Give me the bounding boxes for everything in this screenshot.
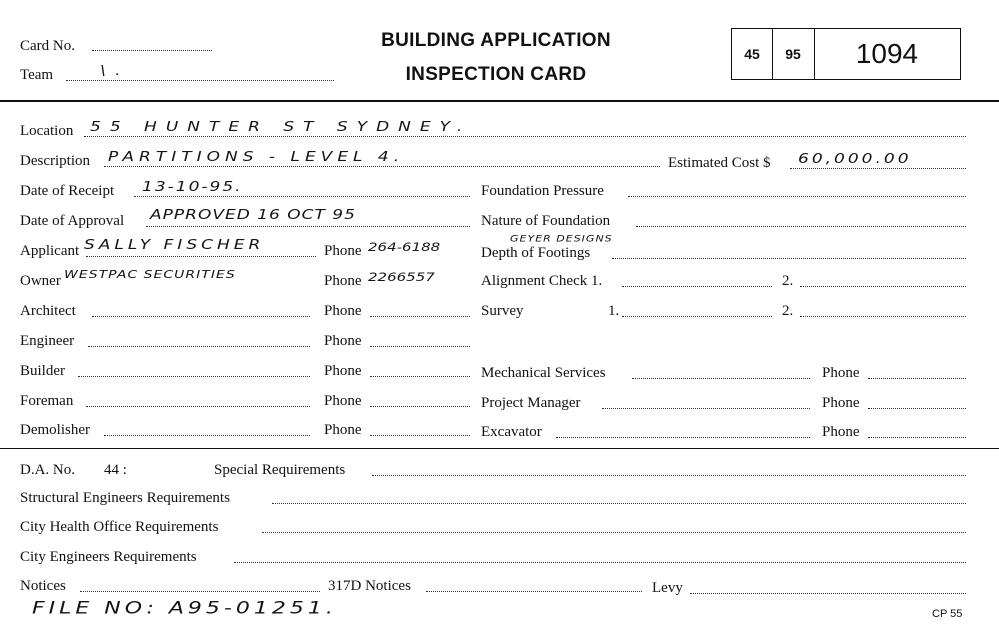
foreman-phone-label: Phone <box>324 393 362 409</box>
team-line <box>66 80 334 81</box>
team-value: \ . <box>100 63 123 79</box>
team-label: Team <box>20 67 54 83</box>
project-manager-line <box>602 408 810 409</box>
builder-phone-label: Phone <box>324 363 362 379</box>
foundation-pressure-line <box>628 196 966 197</box>
depth-footings-line <box>612 258 966 259</box>
notices-label: Notices <box>20 578 66 594</box>
engineer-phone-label: Phone <box>324 333 362 349</box>
demolisher-phone-label: Phone <box>324 422 362 438</box>
notices-line <box>80 591 320 592</box>
description-value: PARTITIONS - LEVEL 4. <box>108 149 405 165</box>
foreman-label: Foreman <box>20 393 74 409</box>
location-label: Location <box>20 123 74 139</box>
survey-line-1 <box>622 316 772 317</box>
project-manager-label: Project Manager <box>481 395 581 411</box>
special-requirements-label: Special Requirements <box>214 462 346 478</box>
special-requirements-line <box>372 475 966 476</box>
date-receipt-line <box>134 196 470 197</box>
notices-317d-line <box>426 591 642 592</box>
applicant-phone-value: 264-6188 <box>368 239 441 254</box>
structural-label: Structural Engineers Requirements <box>20 490 230 506</box>
project-manager-phone-line <box>868 408 966 409</box>
alignment-label: Alignment Check 1. <box>481 273 603 289</box>
section-rule <box>0 448 999 449</box>
location-line <box>84 136 966 137</box>
depth-footings-label: Depth of Footings <box>481 245 591 261</box>
date-approval-line <box>146 226 470 227</box>
architect-phone-label: Phone <box>324 303 362 319</box>
structural-line <box>272 503 966 504</box>
architect-phone-line <box>370 316 470 317</box>
applicant-value: SALLY FISCHER <box>84 237 265 253</box>
da-label: D.A. No. <box>20 462 75 478</box>
excavator-phone-label: Phone <box>822 424 860 440</box>
owner-value: WESTPAC SECURITIES <box>64 268 236 282</box>
alignment-line-2 <box>800 286 966 287</box>
description-label: Description <box>20 153 90 169</box>
notices-317d-label: 317D Notices <box>328 578 411 594</box>
foundation-pressure-label: Foundation Pressure <box>481 183 604 199</box>
mechanical-line <box>632 378 810 379</box>
health-line <box>262 532 966 533</box>
box-b: 95 <box>785 46 801 62</box>
engineer-phone-line <box>370 346 470 347</box>
estimated-cost-line <box>790 168 966 169</box>
date-receipt-label: Date of Receipt <box>20 183 115 199</box>
architect-line <box>92 316 310 317</box>
box-a: 45 <box>744 46 760 62</box>
date-approval-value: APPROVED 16 OCT 95 <box>150 207 356 223</box>
demolisher-phone-line <box>370 435 470 436</box>
builder-phone-line <box>370 376 470 377</box>
city-engineers-label: City Engineers Requirements <box>20 549 197 565</box>
builder-label: Builder <box>20 363 65 379</box>
foreman-phone-line <box>370 406 470 407</box>
card-number: 1094 <box>855 38 919 69</box>
title-line-2: INSPECTION CARD <box>405 64 587 85</box>
levy-line <box>690 593 966 594</box>
date-receipt-value: 13-10-95. <box>142 179 243 195</box>
form-code: CP 55 <box>932 608 963 620</box>
excavator-line <box>556 437 810 438</box>
excavator-phone-line <box>868 437 966 438</box>
alignment-line-1 <box>622 286 772 287</box>
engineer-label: Engineer <box>20 333 75 349</box>
header-rule <box>0 100 999 102</box>
survey-1-label: 1. <box>608 303 620 319</box>
title-line-1: BUILDING APPLICATION <box>381 30 611 51</box>
applicant-note: GEYER DESIGNS <box>510 233 613 244</box>
architect-label: Architect <box>20 303 76 319</box>
builder-line <box>78 376 310 377</box>
survey-label: Survey <box>481 303 524 319</box>
health-label: City Health Office Requirements <box>20 519 219 535</box>
foreman-line <box>86 406 310 407</box>
owner-phone-label: Phone <box>324 273 362 289</box>
date-approval-label: Date of Approval <box>20 213 125 229</box>
alignment-2-label: 2. <box>782 273 794 289</box>
description-line <box>104 166 660 167</box>
mechanical-phone-line <box>868 378 966 379</box>
city-engineers-line <box>234 562 966 563</box>
mechanical-phone-label: Phone <box>822 365 860 381</box>
mechanical-label: Mechanical Services <box>481 365 606 381</box>
survey-2-label: 2. <box>782 303 794 319</box>
estimated-cost-value: 60,000.00 <box>798 151 912 167</box>
owner-label: Owner <box>20 273 61 289</box>
applicant-line <box>86 256 316 257</box>
demolisher-line <box>104 435 310 436</box>
nature-foundation-line <box>636 226 966 227</box>
location-value: 55 HUNTER ST SYDNEY. <box>90 119 472 135</box>
card-number-box <box>731 28 961 80</box>
da-value: 44 : <box>104 462 127 478</box>
card-no-label: Card No. <box>20 38 75 54</box>
engineer-line <box>88 346 310 347</box>
nature-foundation-label: Nature of Foundation <box>481 213 611 229</box>
levy-label: Levy <box>652 580 683 596</box>
survey-line-2 <box>800 316 966 317</box>
owner-phone-value: 2266557 <box>368 269 435 284</box>
excavator-label: Excavator <box>481 424 542 440</box>
file-number: FILE NO: A95-01251. <box>32 598 337 619</box>
card-no-line <box>92 50 212 51</box>
estimated-cost-label: Estimated Cost $ <box>668 155 771 171</box>
project-manager-phone-label: Phone <box>822 395 860 411</box>
applicant-label: Applicant <box>20 243 80 259</box>
applicant-phone-label: Phone <box>324 243 362 259</box>
demolisher-label: Demolisher <box>20 422 90 438</box>
